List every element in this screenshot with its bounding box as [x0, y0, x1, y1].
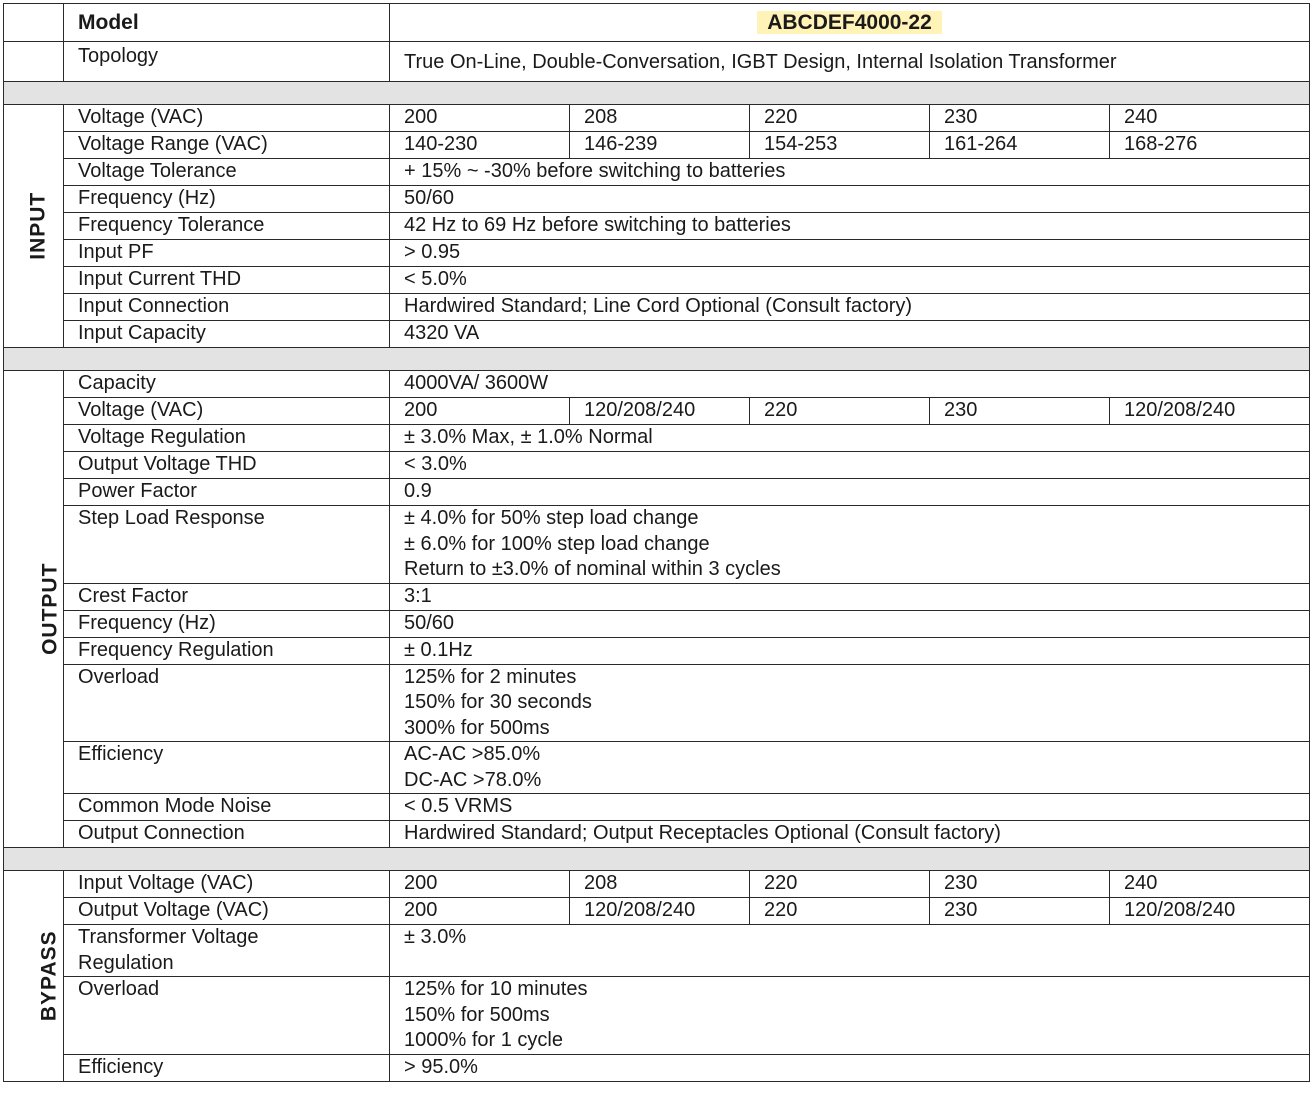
- value-cell: 154-253: [750, 132, 930, 159]
- value-cell: 50/60: [390, 610, 1310, 637]
- section-divider-cell: [4, 848, 1310, 871]
- value-cell: < 0.5 VRMS: [390, 794, 1310, 821]
- output-common-mode-noise-row: [4, 794, 1310, 821]
- blank-cell: [4, 42, 64, 82]
- value-cell: 208: [570, 871, 750, 898]
- row-label: Output Voltage THD: [64, 452, 390, 479]
- section-divider: [4, 848, 1310, 871]
- value-cell: 220: [750, 898, 930, 925]
- row-label: Frequency (Hz): [64, 610, 390, 637]
- value-cell: 230: [930, 105, 1110, 132]
- row-label: Input Voltage (VAC): [64, 871, 390, 898]
- model-value: [390, 4, 1310, 42]
- value-line: 125% for 10 minutes: [404, 978, 588, 1000]
- model-row: [4, 4, 1310, 42]
- value-cell: 120/208/240: [1110, 398, 1310, 425]
- value-cell: < 3.0%: [390, 452, 1310, 479]
- value-cell: + 15% ~ -30% before switching to batteries: [390, 159, 1310, 186]
- input-pf-row: [4, 240, 1310, 267]
- value-cell: 120/208/240: [1110, 898, 1310, 925]
- value-cell: 161-264: [930, 132, 1110, 159]
- value-cell: [390, 742, 1310, 794]
- output-overload-row: [4, 664, 1310, 742]
- input-frequency-tolerance-row: [4, 213, 1310, 240]
- input-capacity-row: [4, 321, 1310, 348]
- output-connection-row: [4, 821, 1310, 848]
- spec-table: [3, 3, 1310, 1082]
- row-label: Voltage Regulation: [64, 425, 390, 452]
- output-section-text: OUTPUT: [38, 562, 62, 655]
- output-crest-factor-row: [4, 583, 1310, 610]
- row-label: Power Factor: [64, 479, 390, 506]
- value-line: Return to ±3.0% of nominal within 3 cycles: [404, 558, 781, 580]
- model-value-text: ABCDEF4000-22: [757, 11, 942, 34]
- value-cell: 140-230: [390, 132, 570, 159]
- input-section-text: INPUT: [26, 191, 50, 260]
- row-label: Capacity: [64, 371, 390, 398]
- value-line: 125% for 2 minutes: [404, 665, 577, 688]
- row-label: Frequency Regulation: [64, 637, 390, 664]
- value-cell: ± 0.1Hz: [390, 637, 1310, 664]
- value-cell: 220: [750, 105, 930, 132]
- value-cell: 200: [390, 898, 570, 925]
- input-current-thd-row: [4, 267, 1310, 294]
- topology-row: [4, 42, 1310, 82]
- input-voltage-range-row: [4, 132, 1310, 159]
- output-frequency-row: [4, 610, 1310, 637]
- bypass-section-label: [4, 871, 64, 1082]
- value-cell: [390, 977, 1310, 1055]
- value-cell: 4320 VA: [390, 321, 1310, 348]
- row-label: Input PF: [64, 240, 390, 267]
- row-label: Voltage Range (VAC): [64, 132, 390, 159]
- bypass-efficiency-row: [4, 1054, 1310, 1081]
- value-cell: 42 Hz to 69 Hz before switching to batteries: [390, 213, 1310, 240]
- row-label: Output Voltage (VAC): [64, 898, 390, 925]
- value-cell: 200: [390, 871, 570, 898]
- row-label: Voltage (VAC): [64, 398, 390, 425]
- value-cell: 200: [390, 105, 570, 132]
- value-cell: 50/60: [390, 186, 1310, 213]
- output-voltage-row: [4, 398, 1310, 425]
- blank-cell: [4, 4, 64, 42]
- output-step-load-row: [4, 506, 1310, 584]
- row-label: Input Capacity: [64, 321, 390, 348]
- value-line: ± 4.0% for 50% step load change: [404, 507, 699, 529]
- row-label: Overload: [64, 664, 390, 742]
- value-cell: [390, 506, 1310, 584]
- value-cell: Hardwired Standard; Output Receptacles Optional (Consult factory): [390, 821, 1310, 848]
- value-cell: Hardwired Standard; Line Cord Optional (Consult factory): [390, 294, 1310, 321]
- value-line: 150% for 30 seconds: [404, 691, 592, 713]
- value-cell: 146-239: [570, 132, 750, 159]
- value-cell: > 95.0%: [390, 1054, 1310, 1081]
- input-frequency-row: [4, 186, 1310, 213]
- bypass-output-voltage-row: [4, 898, 1310, 925]
- value-line: AC-AC >85.0%: [404, 743, 541, 765]
- value-cell: 230: [930, 898, 1110, 925]
- value-cell: 220: [750, 398, 930, 425]
- input-voltage-tolerance-row: [4, 159, 1310, 186]
- row-label: Frequency Tolerance: [64, 213, 390, 240]
- value-cell: 4000VA/ 3600W: [390, 371, 1310, 398]
- row-label: Efficiency: [64, 1054, 390, 1081]
- value-cell: < 5.0%: [390, 267, 1310, 294]
- value-cell: 208: [570, 105, 750, 132]
- value-cell: 3:1: [390, 583, 1310, 610]
- value-cell: ± 3.0% Max, ± 1.0% Normal: [390, 425, 1310, 452]
- value-cell: 120/208/240: [570, 398, 750, 425]
- output-voltage-thd-row: [4, 452, 1310, 479]
- label-line: Transformer Voltage: [78, 926, 259, 948]
- value-line: ± 6.0% for 100% step load change: [404, 532, 710, 555]
- row-label: [64, 925, 390, 977]
- output-section-label: [4, 371, 64, 848]
- section-divider-cell: [4, 348, 1310, 371]
- value-cell: 120/208/240: [570, 898, 750, 925]
- input-voltage-row: [4, 105, 1310, 132]
- output-capacity-row: [4, 371, 1310, 398]
- value-cell: 168-276: [1110, 132, 1310, 159]
- value-cell: > 0.95: [390, 240, 1310, 267]
- topology-label: Topology: [64, 42, 390, 82]
- section-divider-cell: [4, 82, 1310, 105]
- value-line: DC-AC >78.0%: [404, 768, 542, 791]
- value-cell: 230: [930, 398, 1110, 425]
- input-section-label: [4, 105, 64, 348]
- bypass-transformer-regulation-row: [4, 925, 1310, 977]
- value-cell: 240: [1110, 105, 1310, 132]
- bypass-overload-row: [4, 977, 1310, 1055]
- row-label: Frequency (Hz): [64, 186, 390, 213]
- output-efficiency-row: [4, 742, 1310, 794]
- value-line: 1000% for 1 cycle: [404, 1029, 563, 1051]
- value-cell: 220: [750, 871, 930, 898]
- row-label: Input Current THD: [64, 267, 390, 294]
- value-line: 150% for 500ms: [404, 1003, 550, 1026]
- topology-value: True On-Line, Double-Conversation, IGBT Design, Internal Isolation Transformer: [390, 42, 1310, 82]
- value-cell: 200: [390, 398, 570, 425]
- row-label: Input Connection: [64, 294, 390, 321]
- row-label: Crest Factor: [64, 583, 390, 610]
- value-cell: 240: [1110, 871, 1310, 898]
- bypass-input-voltage-row: [4, 871, 1310, 898]
- value-line: 300% for 500ms: [404, 716, 550, 739]
- input-connection-row: [4, 294, 1310, 321]
- value-cell: ± 3.0%: [390, 925, 1310, 977]
- model-label: Model: [64, 4, 390, 42]
- value-cell: 230: [930, 871, 1110, 898]
- output-power-factor-row: [4, 479, 1310, 506]
- row-label: Output Connection: [64, 821, 390, 848]
- output-voltage-regulation-row: [4, 425, 1310, 452]
- label-line: Regulation: [78, 951, 174, 974]
- row-label: Common Mode Noise: [64, 794, 390, 821]
- value-cell: [390, 664, 1310, 742]
- section-divider: [4, 348, 1310, 371]
- output-frequency-regulation-row: [4, 637, 1310, 664]
- bypass-section-text: BYPASS: [37, 929, 61, 1021]
- section-divider: [4, 82, 1310, 105]
- row-label: Overload: [64, 977, 390, 1055]
- row-label: Voltage Tolerance: [64, 159, 390, 186]
- value-cell: 0.9: [390, 479, 1310, 506]
- row-label: Voltage (VAC): [64, 105, 390, 132]
- row-label: Efficiency: [64, 742, 390, 794]
- row-label: Step Load Response: [64, 506, 390, 584]
